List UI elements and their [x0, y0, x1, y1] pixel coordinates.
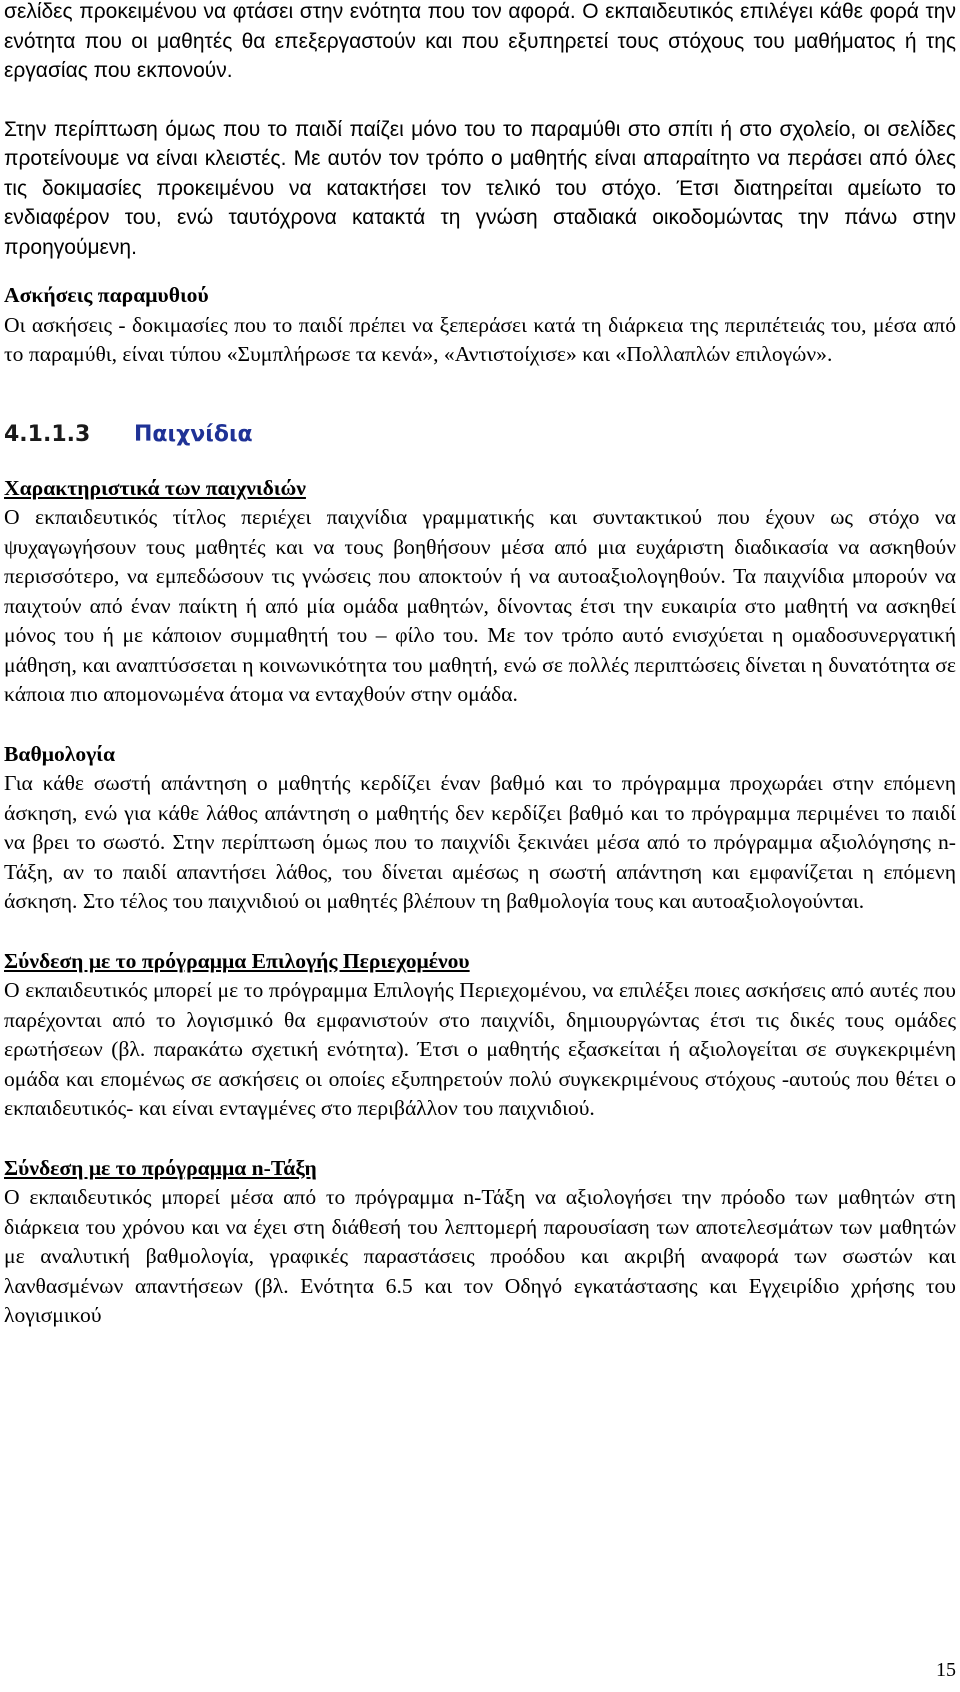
page-number: 15 — [936, 1659, 956, 1681]
section-heading-n-taxi: Σύνδεση με το πρόγραμμα n-Τάξη — [4, 1155, 317, 1180]
section-heading-features: Χαρακτηριστικά των παιχνιδιών — [4, 475, 306, 500]
section-heading-content-selection: Σύνδεση με το πρόγραμμα Επιλογής Περιεχομένου — [4, 948, 470, 973]
exercises-heading: Ασκήσεις παραμυθιού — [4, 283, 209, 307]
section-body-scoring: Για κάθε σωστή απάντηση ο μαθητής κερδίζει έναν βαθμό και το πρόγραμμα προχωράει στην επόμενη άσκηση, ενώ για κάθε λάθος απάντηση ο μαθητής δεν κερδίζει βαθμό και το πρόγραμμα περιμένει το παιδί να βρει το σωστό. Στην περίπτωση όμως που το παιχνίδι ξεκινάει μέσα από το πρόγραμμα αξιολόγησης n-Τάξη, αν το παιδί απαντήσει λάθος, του δίνεται αμέσως η σωστή απάντηση και εμφανίζεται η επόμενη άσκηση. Στο τέλος του παιχνιδιού οι μαθητές βλέπουν τη βαθμολογία τους και αυτοαξιολογούνται. — [4, 771, 956, 913]
section-body-features: Ο εκπαιδευτικός τίτλος περιέχει παιχνίδια γραμματικής και συντακτικού που έχουν ως στόχο να ψυχαγωγήσουν τους μαθητές και να τους βοηθήσουν μέσα από μια ευχάριστη διαδικασία να ασκηθούν περισσότερο, να εμπεδώσουν τις γνώσεις που αποκτούν ή να αυτοαξιολογηθούν. Τα παιχνίδια μπορούν να παιχτούν από έναν παίκτη ή από μία ομάδα μαθητών, δίνοντας έτσι την ευκαιρία στο μαθητή να ασκηθεί μόνος του ή με κάποιον συμμαθητή του – φίλο του. Με τον τρόπο αυτό ενισχύεται η ομαδοσυνεργατική μάθηση, και αναπτύσσεται η κοινωνικότητα του μαθητή, ενώ σε πολλές περιπτώσεις δίνεται η δυνατότητα σε κάποια πιο απομονωμένα άτομα να ενταχθούν στην ομάδα. — [4, 505, 956, 706]
exercises-paragraph: Οι ασκήσεις - δοκιμασίες που το παιδί πρέπει να ξεπεράσει κατά τη διάρκεια της περιπέτειάς του, μέσα από το παραμύθι, είναι τύπου «Συμπλήρωσε τα κενά», «Αντιστοίχισε» και «Πολλαπλών επιλογών». — [4, 312, 956, 366]
chapter-title: Παιχνίδια — [134, 421, 253, 447]
chapter-heading — [4, 420, 956, 450]
section-body-content-selection: Ο εκπαιδευτικός μπορεί με το πρόγραμμα Επιλογής Περιεχομένου, να επιλέξει ποιες ασκήσεις από αυτές που παρέχονται από το λογισμικό θα εμφανιστούν στο παιχνίδι, δημιουργώντας έτσι τις δικές τους ομάδες ερωτήσεων (βλ. παρακάτω σχετική ενότητα). Έτσι ο μαθητής εξασκείται ή αξιολογείται σε συγκεκριμένη ομάδα και επομένως σε ασκήσεις οι οποίες εξυπηρετούν πολύ συγκεκριμένους στόχους -αυτούς που θέτει ο εκπαιδευτικός- και είναι ενταγμένες στο περιβάλλον του παιχνιδιού. — [4, 978, 956, 1120]
chapter-number: 4.1.1.3 — [4, 421, 91, 447]
section-heading-scoring: Βαθμολογία — [4, 741, 116, 766]
intro-paragraph-1: σελίδες προκειμένου να φτάσει στην ενότητα που τον αφορά. Ο εκπαιδευτικός επιλέγει κάθε φορά την ενότητα που οι μαθητές θα επεξεργαστούν και που εξυπηρετεί τους στόχους του μαθήματος ή της εργασίας που εκπονούν. — [4, 0, 956, 82]
section-body-n-taxi: Ο εκπαιδευτικός μπορεί μέσα από το πρόγραμμα n-Τάξη να αξιολογήσει την πρόοδο των μαθητών στη διάρκεια του χρόνου και να έχει στη διάθεσή του λεπτομερή παρουσίαση των αποτελεσμάτων των μαθητών με αναλυτική βαθμολογία, γραφικές παραστάσεις προόδου και ακριβή αναφορά των σωστών και λανθασμένων απαντήσεων (βλ. Ενότητα 6.5 και τον Οδηγό εγκατάστασης και Εγχειρίδιο χρήσης του λογισμικού — [4, 1185, 956, 1327]
intro-paragraph-2: Στην περίπτωση όμως που το παιδί παίζει μόνο του το παραμύθι στο σπίτι ή στο σχολείο, οι σελίδες προτείνουμε να είναι κλειστές. Με αυτόν τον τρόπο ο μαθητής είναι απαραίτητο να περάσει από όλες τις δοκιμασίες προκειμένου να κατακτήσει τον τελικό του στόχο. Έτσι διατηρείται αμείωτο το ενδιαφέρον του, ενώ ταυτόχρονα κατακτά τη γνώση σταδιακά οικοδομώντας την πάνω στην προηγούμενη. — [4, 117, 956, 259]
document-page — [4, 0, 956, 1681]
